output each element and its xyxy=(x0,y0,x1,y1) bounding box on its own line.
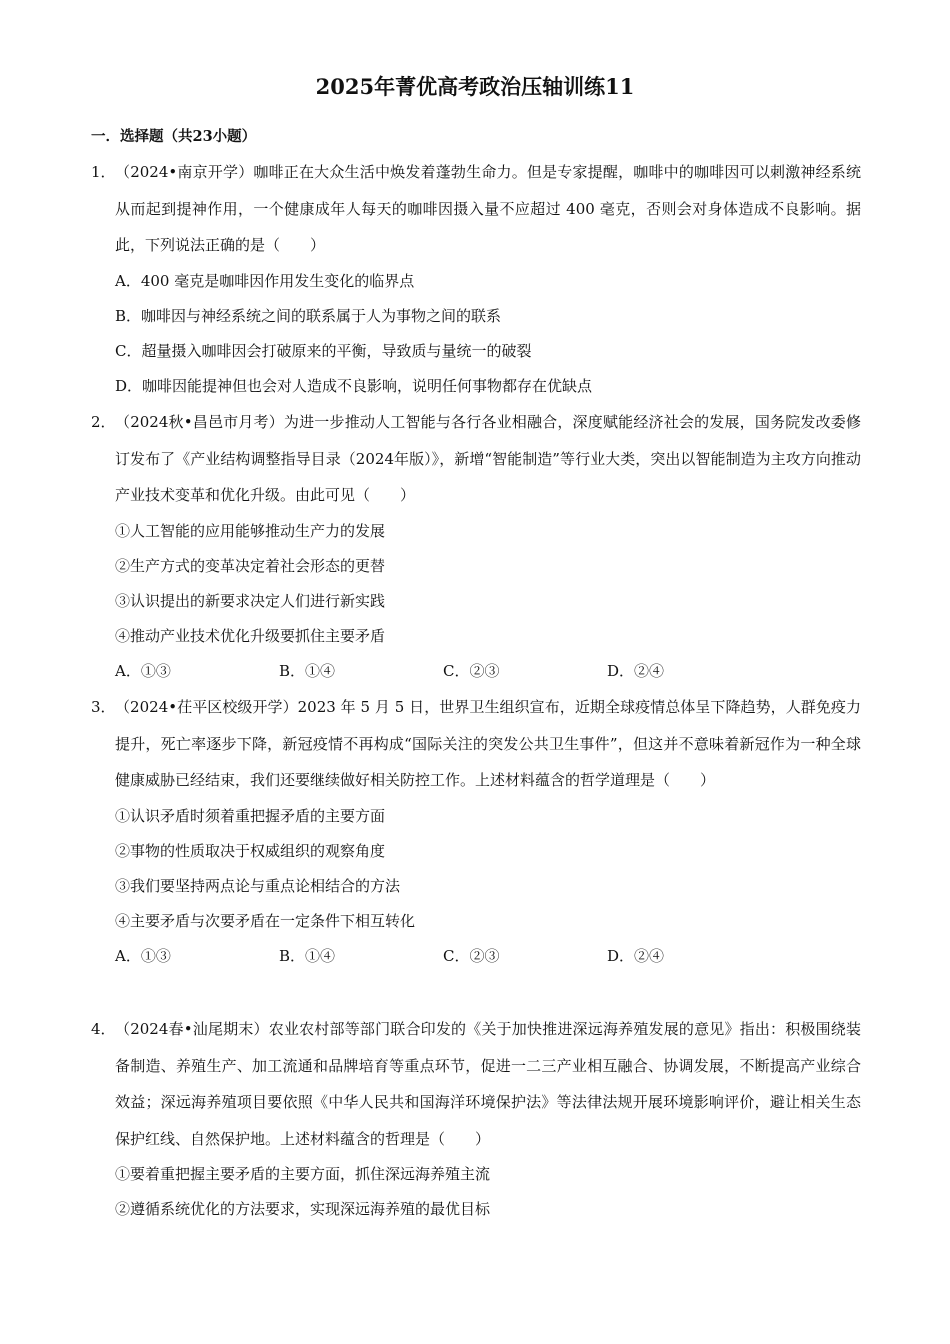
option-d[interactable]: D．咖啡因能提神但也会对人造成不良影响，说明任何事物都存在优缺点 xyxy=(115,376,593,395)
statement-2: ②遵循系统优化的方法要求，实现深远海养殖的最优目标 xyxy=(115,1200,491,1218)
statement-4: ④推动产业技术优化升级要抓住主要矛盾 xyxy=(115,626,386,645)
statement-2: ②事物的性质取决于权威组织的观察角度 xyxy=(115,841,386,860)
choice-b[interactable]: B．①④ xyxy=(279,661,336,680)
answer-choices xyxy=(91,939,861,974)
choice-a[interactable]: A．①③ xyxy=(115,661,171,680)
section-heading: 一．选择题（共23小题） xyxy=(91,128,257,145)
choice-c[interactable]: C．②③ xyxy=(443,661,500,680)
question-text: （2024•茌平区校级开学）2023 年 5 月 5 日，世界卫生组织宣布，近期全球疫情总体呈下降趋势，人群免疫力提升，死亡率逐步下降，新冠疫情不再构成“国际关注的突发公共卫生事件”，但这并不意味着新冠作为一种全球健康威胁已经结束，我们还要继续做好相关防控工作。上述材料蕴含的哲学道理是（ ） xyxy=(115,698,861,789)
option-a[interactable]: A．400 毫克是咖啡因作用发生变化的临界点 xyxy=(115,271,415,290)
question-number: 3． xyxy=(91,698,116,716)
question-stem xyxy=(91,404,861,514)
statement-1: ①要着重把握主要矛盾的主要方面，抓住深远海养殖主流 xyxy=(115,1165,491,1183)
choice-c[interactable]: C．②③ xyxy=(443,946,500,965)
statement-4: ④主要矛盾与次要矛盾在一定条件下相互转化 xyxy=(115,911,416,930)
question-1 xyxy=(91,154,861,404)
choice-d[interactable]: D．②④ xyxy=(607,946,665,965)
page-title: 2025年菁优高考政治压轴训练11 xyxy=(315,74,635,99)
question-number: 4． xyxy=(91,1020,116,1038)
option-b[interactable]: B．咖啡因与神经系统之间的联系属于人为事物之间的联系 xyxy=(115,306,502,325)
question-stem xyxy=(91,154,861,264)
statement-1: ①认识矛盾时须着重把握矛盾的主要方面 xyxy=(115,806,386,825)
choice-a[interactable]: A．①③ xyxy=(115,946,171,965)
statement-3: ③认识提出的新要求决定人们进行新实践 xyxy=(115,591,386,610)
answer-choices xyxy=(91,654,861,689)
question-3 xyxy=(91,689,861,974)
question-text: （2024春•汕尾期末）农业农村部等部门联合印发的《关于加快推进深远海养殖发展的意见》指出：积极围绕装备制造、养殖生产、加工流通和品牌培育等重点环节，促进一二三产业相互融合、协调发展，不断提高产业综合效益；深远海养殖项目要依照《中华人民共和国海洋环境保护法》等法律法规开展环境影响评价，避让相关生态保护红线、自然保护地。上述材料蕴含的哲理是（ ） xyxy=(115,1020,861,1148)
question-number: 2． xyxy=(91,413,116,431)
statement-1: ①人工智能的应用能够推动生产力的发展 xyxy=(115,521,386,540)
choice-b[interactable]: B．①④ xyxy=(279,946,336,965)
statement-3: ③我们要坚持两点论与重点论相结合的方法 xyxy=(115,876,401,895)
question-2 xyxy=(91,404,861,689)
question-4 xyxy=(91,1011,861,1227)
question-text: （2024•南京开学）咖啡正在大众生活中焕发着蓬勃生命力。但是专家提醒，咖啡中的咖啡因可以刺激神经系统从而起到提神作用，一个健康成年人每天的咖啡因摄入量不应超过 400 毫克，否则会对身体造成不良影响。据此，下列说法正确的是（ ） xyxy=(115,163,861,254)
choice-d[interactable]: D．②④ xyxy=(607,661,665,680)
statement-2: ②生产方式的变革决定着社会形态的更替 xyxy=(115,556,386,575)
question-text: （2024秋•昌邑市月考）为进一步推动人工智能与各行各业相融合，深度赋能经济社会的发展，国务院发改委修订发布了《产业结构调整指导目录（2024年版）》，新增“智能制造”等行业大类，突出以智能制造为主攻方向推动产业技术变革和优化升级。由此可见（ ） xyxy=(115,413,861,504)
option-c[interactable]: C．超量摄入咖啡因会打破原来的平衡，导致质与量统一的破裂 xyxy=(115,341,532,360)
question-number: 1． xyxy=(91,163,116,181)
question-stem xyxy=(91,1011,861,1157)
question-stem xyxy=(91,689,861,799)
